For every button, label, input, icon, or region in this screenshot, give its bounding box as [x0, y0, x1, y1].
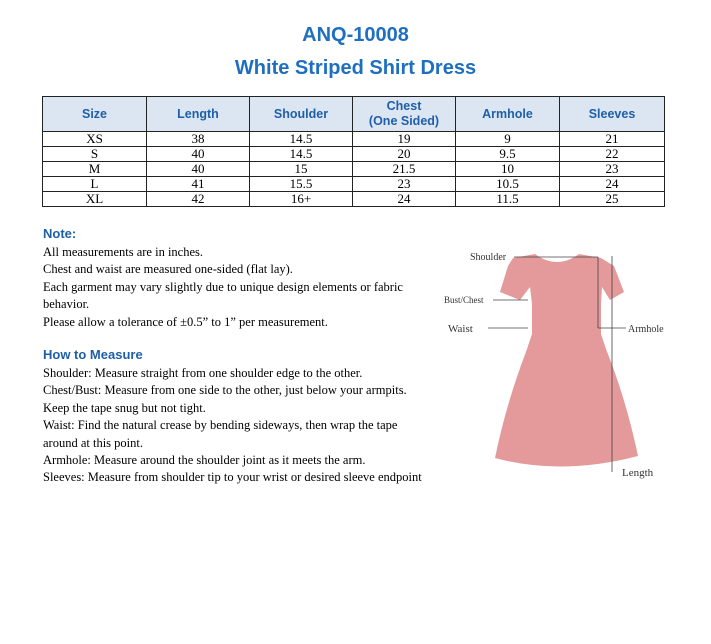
cell-sleeves: 21	[560, 132, 665, 147]
cell-size: XL	[43, 192, 147, 207]
cell-shoulder: 15.5	[250, 177, 353, 192]
header-chest-line1: Chest	[386, 99, 422, 113]
cell-length: 41	[147, 177, 250, 192]
note-line: Please allow a tolerance of ±0.5” to 1” per measurement.	[43, 314, 328, 329]
cell-chest: 24	[353, 192, 456, 207]
note-line: Chest and waist are measured one-sided (flat lay).	[43, 262, 293, 277]
bust-chest-label: Bust/Chest	[444, 295, 484, 305]
header-sleeves: Sleeves	[560, 97, 665, 132]
header-size: Size	[43, 97, 147, 132]
note-heading: Note:	[43, 226, 77, 241]
cell-length: 42	[147, 192, 250, 207]
cell-sleeves: 22	[560, 147, 665, 162]
how-to-measure-heading: How to Measure	[43, 347, 143, 362]
cell-length: 40	[147, 147, 250, 162]
cell-length: 38	[147, 132, 250, 147]
waist-label: Waist	[448, 323, 473, 335]
cell-armhole: 9.5	[456, 147, 560, 162]
length-label: Length	[622, 467, 654, 479]
table-header-row	[43, 97, 665, 132]
how-to-line: Waist: Find the natural crease by bending sideways, then wrap the tape around at this point.	[43, 418, 398, 450]
note-line: All measurements are in inches.	[43, 245, 204, 259]
cell-chest: 20	[353, 147, 456, 162]
cell-armhole: 9	[456, 132, 560, 147]
cell-chest: 19	[353, 132, 456, 147]
dress-measurement-diagram	[440, 244, 680, 494]
cell-shoulder: 14.5	[250, 132, 353, 147]
cell-sleeves: 24	[560, 177, 665, 192]
cell-length: 40	[147, 162, 250, 177]
cell-chest: 21.5	[353, 162, 456, 177]
how-to-line: Sleeves: Measure from shoulder tip to your wrist or desired sleeve endpoint	[43, 470, 422, 485]
cell-sleeves: 25	[560, 192, 665, 207]
dress-illustration	[495, 254, 638, 467]
table-row	[43, 162, 665, 177]
how-to-line: Chest/Bust: Measure from one side to the other, just below your armpits. Keep the tape snug but not tight.	[43, 383, 407, 415]
how-to-line: Armhole: Measure around the shoulder joint as it meets the arm.	[43, 453, 366, 468]
how-to-line: Shoulder: Measure straight from one shoulder edge to the other.	[43, 366, 363, 380]
shoulder-label: Shoulder	[470, 252, 507, 263]
table-row	[43, 147, 665, 162]
cell-shoulder: 14.5	[250, 147, 353, 162]
note-line: Each garment may vary slightly due to unique design elements or fabric behavior.	[43, 279, 403, 312]
header-chest	[353, 97, 456, 132]
product-name: White Striped Shirt Dress	[234, 57, 477, 79]
table-row	[43, 192, 665, 207]
header-shoulder: Shoulder	[250, 97, 353, 132]
cell-shoulder: 16+	[250, 192, 353, 207]
cell-armhole: 11.5	[456, 192, 560, 207]
product-code: ANQ-10008	[302, 24, 409, 46]
cell-shoulder: 15	[250, 162, 353, 177]
cell-size: L	[43, 177, 147, 192]
how-to-measure-body	[43, 365, 423, 487]
cell-size: M	[43, 162, 147, 177]
armhole-label: Armhole	[628, 324, 664, 335]
table-row	[43, 132, 665, 147]
table-row	[43, 177, 665, 192]
header-length: Length	[147, 97, 250, 132]
note-body	[43, 244, 423, 331]
cell-size: S	[43, 147, 147, 162]
cell-sleeves: 23	[560, 162, 665, 177]
cell-armhole: 10	[456, 162, 560, 177]
header-chest-line2: (One Sided)	[368, 114, 440, 128]
cell-armhole: 10.5	[456, 177, 560, 192]
header-armhole: Armhole	[456, 97, 560, 132]
cell-chest: 23	[353, 177, 456, 192]
size-chart-table	[42, 96, 665, 207]
cell-size: XS	[43, 132, 147, 147]
